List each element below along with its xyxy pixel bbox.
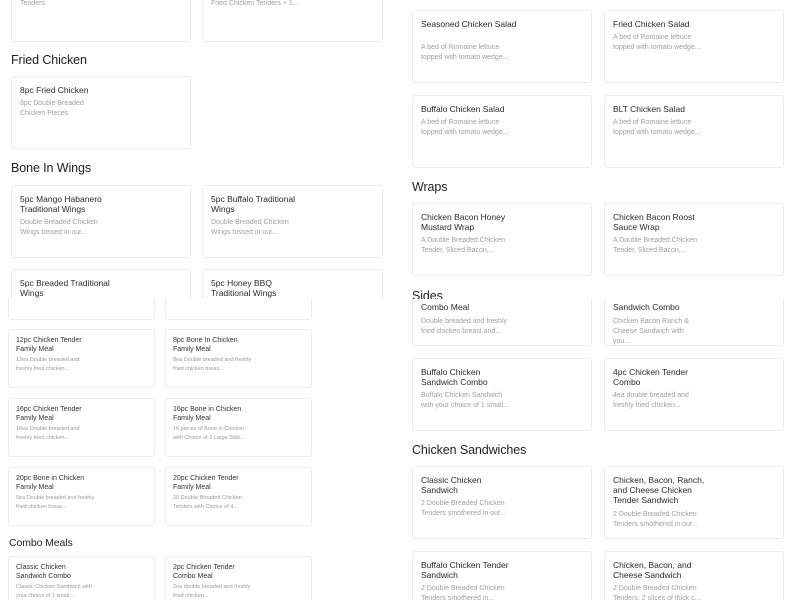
right-upper-region xyxy=(400,0,800,299)
menu-item-desc: 2 Double Breaded Chicken Tenders, 2 slices of thick c... xyxy=(613,585,701,600)
menu-item-card[interactable] xyxy=(604,299,784,346)
menu-item-card[interactable] xyxy=(412,551,592,600)
menu-item-title: Sandwich Combo xyxy=(613,302,680,312)
menu-item-desc: Tenders. xyxy=(20,0,47,7)
menu-item-card[interactable] xyxy=(412,466,592,539)
menu-item-title: 12pc Chicken Tender Family Meal xyxy=(16,337,82,353)
menu-item-desc: 16ea Double breaded and freshly fried chicken... xyxy=(16,426,80,441)
menu-item-desc: Double Breaded Chicken Wings tossed in our... xyxy=(20,219,98,236)
menu-item-desc: Chicken Bacon Ranch & Cheese Sandwich with you... xyxy=(613,318,689,345)
menu-item-title: Seasoned Chicken Salad xyxy=(421,19,517,29)
menu-item-desc: 2 Double Breaded Chicken Tenders smothered in... xyxy=(421,585,505,600)
menu-item-desc: Fried Chicken Tenders + 1... xyxy=(211,0,299,7)
menu-item-card[interactable] xyxy=(165,329,312,388)
menu-item-card[interactable] xyxy=(8,299,155,320)
menu-item-title: 16pc Bone in Chicken Family Meal xyxy=(173,406,242,422)
menu-item-desc: Double breaded and freshly fried chicken breast and... xyxy=(421,318,508,335)
menu-item-card[interactable] xyxy=(412,299,592,346)
menu-item-title: Chicken, Bacon, and Cheese Sandwich xyxy=(613,560,692,580)
menu-item-desc: 16 pieces of Bone in Chicken with Choice of 3 Large Side... xyxy=(173,426,245,441)
section-heading-chicken-sandwiches: Chicken Sandwiches xyxy=(412,443,527,457)
menu-item-title: 4pc Chicken Tender Combo xyxy=(613,367,688,387)
menu-item-desc: 5ea Double breaded and freshly fried chicken breas... xyxy=(16,495,95,510)
menu-item-title: Buffalo Chicken Tender Sandwich xyxy=(421,560,509,580)
menu-item-card[interactable] xyxy=(604,95,784,168)
menu-item-title: Chicken, Bacon, Ranch, and Cheese Chicken Tender Sandwich xyxy=(613,475,705,505)
menu-item-title: 8pc Bone In Chicken Family Meal xyxy=(173,337,238,353)
menu-item-card[interactable] xyxy=(604,466,784,539)
menu-item-desc: A bed of Romaine lettuce topped with tomato wedge... xyxy=(421,44,509,61)
menu-item-desc: Buffalo Chicken Sandwich with your choice of 1 small... xyxy=(421,392,509,409)
menu-item-desc: 8pc Double Breaded Chicken Pieces xyxy=(20,100,84,117)
menu-item-desc: 12ea Double breaded and freshly fried chicken... xyxy=(16,357,80,372)
menu-item-title: 2pc Chicken Tender Combo Meal xyxy=(173,564,235,580)
menu-item-card[interactable] xyxy=(8,329,155,388)
menu-item-title: BLT Chicken Salad xyxy=(613,104,685,114)
menu-item-card[interactable] xyxy=(11,0,191,42)
menu-item-title: Chicken Bacon Honey Mustard Wrap xyxy=(421,212,506,232)
menu-item-card[interactable] xyxy=(165,398,312,457)
menu-item-desc: Double Breaded Chicken Wings tossed in our... xyxy=(211,219,289,236)
menu-item-card[interactable] xyxy=(165,299,312,320)
menu-item-card[interactable] xyxy=(412,95,592,168)
menu-item-desc: 2ea double breaded and freshly fried chicken... xyxy=(173,584,251,599)
menu-item-card[interactable] xyxy=(8,556,155,600)
menu-item-card[interactable] xyxy=(412,203,592,276)
right-lower-region xyxy=(400,299,800,600)
menu-item-card[interactable] xyxy=(604,10,784,83)
section-heading-bone-in-wings: Bone In Wings xyxy=(11,161,91,175)
section-heading-wraps: Wraps xyxy=(412,180,448,194)
menu-item-desc: 2 Double Breaded Chicken Tenders smothered in our... xyxy=(613,511,698,528)
menu-item-card[interactable] xyxy=(11,76,191,149)
menu-item-title: 16pc Chicken Tender Family Meal xyxy=(16,406,82,422)
section-heading-fried-chicken: Fried Chicken xyxy=(11,53,87,67)
menu-item-card[interactable] xyxy=(11,269,191,299)
menu-item-title: Fried Chicken Salad xyxy=(613,19,690,29)
menu-item-title: 5pc Mango Habanero Traditional Wings xyxy=(20,194,102,214)
menu-item-desc: 20 Double Breaded Chicken Tenders with Choice of 4... xyxy=(173,495,242,510)
menu-item-card[interactable] xyxy=(604,358,784,431)
menu-item-card[interactable] xyxy=(604,203,784,276)
menu-item-card[interactable] xyxy=(8,398,155,457)
menu-item-title: 5pc Honey BBQ Traditional Wings xyxy=(211,278,277,298)
menu-item-card[interactable] xyxy=(202,185,383,258)
left-lower-region xyxy=(0,299,400,600)
section-heading-combo-meals: Combo Meals xyxy=(9,537,73,549)
menu-item-desc: A bed of Romaine lettuce topped with tomato wedge... xyxy=(613,119,701,136)
menu-item-desc: 4ea double breaded and freshly fried chicken... xyxy=(613,392,689,409)
menu-item-card[interactable] xyxy=(202,269,383,299)
menu-item-desc: 2 Double Breaded Chicken Tenders smothered in our... xyxy=(421,500,506,517)
menu-item-desc: A Double Breaded Chicken Tender, Sliced Bacon,... xyxy=(613,237,698,254)
menu-item-title: Combo Meal xyxy=(421,302,470,312)
menu-item-desc: A bed of Romaine lettuce topped with tomato wedge... xyxy=(613,34,701,51)
menu-item-title: Chicken Bacon Roost Sauce Wrap xyxy=(613,212,695,232)
menu-item-title: Classic Chicken Sandwich Combo xyxy=(16,564,71,580)
menu-item-title: Buffalo Chicken Sandwich Combo xyxy=(421,367,488,387)
menu-item-desc: 8ea Double breaded and freshly fried chicken breas... xyxy=(173,357,252,372)
menu-item-desc: Classic Chicken Sandwich with your choice of 1 small... xyxy=(16,584,92,599)
menu-item-card[interactable] xyxy=(8,467,155,526)
menu-item-card[interactable] xyxy=(412,10,592,83)
menu-item-title: Classic Chicken Sandwich xyxy=(421,475,482,495)
menu-item-card[interactable] xyxy=(165,467,312,526)
menu-item-card[interactable] xyxy=(165,556,312,600)
menu-item-title: 20pc Chicken Tender Family Meal xyxy=(173,475,239,491)
menu-item-title: 8pc Fried Chicken xyxy=(20,85,89,95)
section-heading-sides: Sides xyxy=(412,289,443,299)
left-upper-region xyxy=(0,0,400,299)
menu-item-card[interactable] xyxy=(11,185,191,258)
menu-item-card[interactable] xyxy=(202,0,383,42)
menu-item-card[interactable] xyxy=(604,551,784,600)
menu-item-title: 20pc Bone in Chicken Family Meal xyxy=(16,475,85,491)
menu-item-title: 5pc Breaded Traditional Wings xyxy=(20,278,110,298)
menu-item-desc: A bed of Romaine lettuce topped with tomato wedge... xyxy=(421,119,509,136)
menu-item-title: 5pc Buffalo Traditional Wings xyxy=(211,194,295,214)
menu-item-title: Buffalo Chicken Salad xyxy=(421,104,505,114)
menu-item-desc: A Double Breaded Chicken Tender, Sliced Bacon,... xyxy=(421,237,506,254)
menu-item-card[interactable] xyxy=(412,358,592,431)
